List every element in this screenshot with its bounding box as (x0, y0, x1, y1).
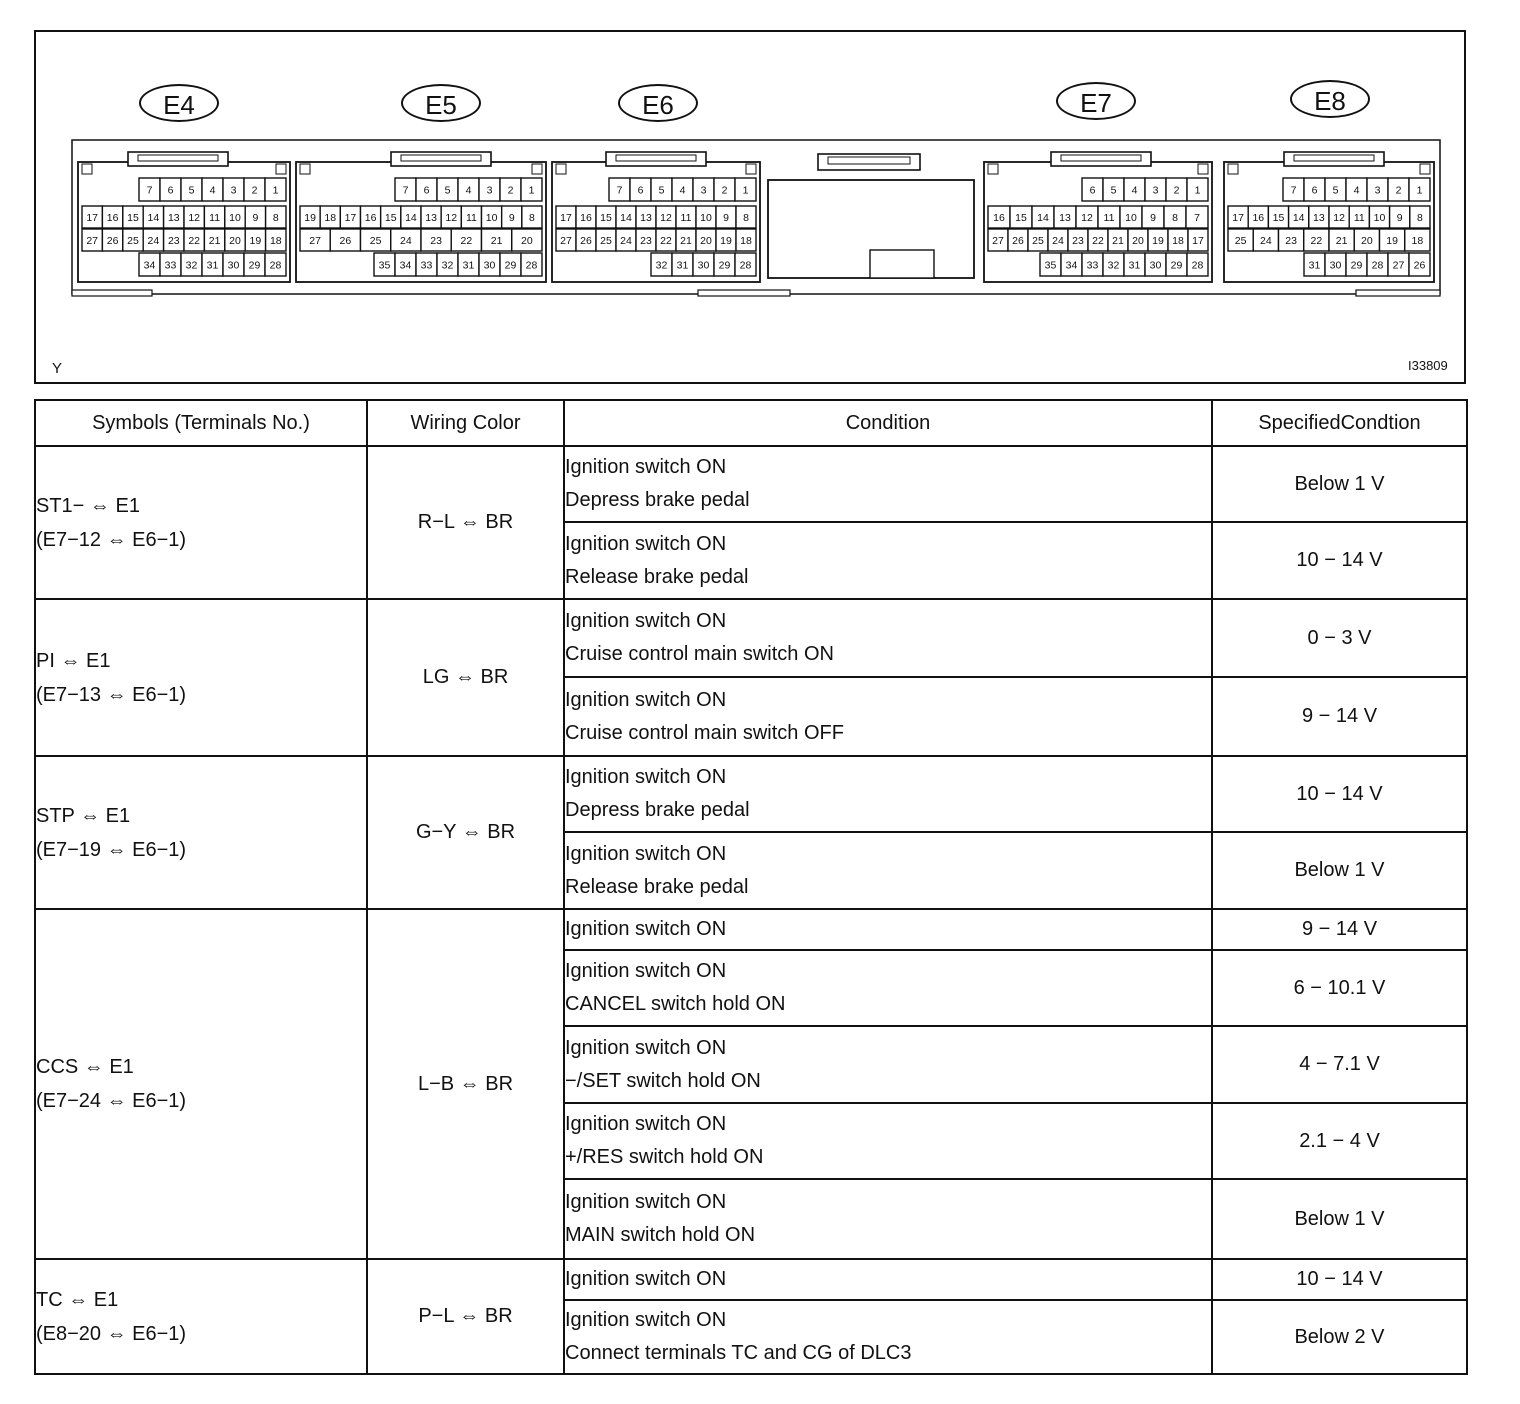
terminal-text: (E7−12 ⇔ E6−1) (36, 528, 187, 551)
pin-number: 1 (742, 184, 749, 197)
spec-cell: Below 2 V (1212, 1300, 1467, 1374)
pin-number: 29 (504, 259, 517, 272)
condition-cell (564, 599, 1212, 677)
wiring-color-cell: LG ⇔ BR (367, 599, 564, 756)
pin-number: 23 (1072, 235, 1084, 247)
condition-line: MAIN switch hold ON (565, 1224, 756, 1246)
pin-number: 29 (248, 259, 261, 272)
condition-line: Ignition switch ON (565, 766, 727, 788)
spec-cell: 10 − 14 V (1212, 756, 1467, 832)
pin-number: 7 (1290, 184, 1297, 197)
pin-number: 31 (462, 259, 475, 272)
pin-number: 13 (1059, 212, 1071, 224)
symbol-cell (35, 599, 367, 756)
pin-number: 13 (167, 212, 180, 224)
pin-number: 11 (680, 212, 692, 224)
condition-cell (564, 950, 1212, 1026)
pin-number: 24 (147, 235, 160, 247)
pin-number: 5 (1332, 184, 1339, 197)
symbol-text: STP ⇔ E1 (36, 804, 131, 827)
pin-number: 5 (658, 184, 665, 197)
pin-number: 30 (1329, 259, 1342, 272)
connector-label-e5: E5 (401, 84, 481, 122)
pin-number: 32 (441, 259, 454, 272)
pin-number: 25 (1234, 235, 1247, 247)
symbol-cell (35, 756, 367, 909)
pin-number: 24 (1052, 235, 1064, 247)
pin-number: 3 (700, 184, 707, 197)
pin-number: 5 (444, 184, 451, 197)
pin-number: 7 (616, 184, 623, 197)
table-row (35, 599, 1467, 677)
connector-latch (391, 152, 491, 166)
pin-number: 32 (185, 259, 198, 272)
symbol-cell (35, 446, 367, 599)
illustration-number: I33809 (1408, 358, 1448, 373)
condition-cell (564, 446, 1212, 522)
pin-number: 16 (580, 212, 592, 224)
pin-number: 1 (1416, 184, 1423, 197)
condition-line: Ignition switch ON (565, 456, 727, 478)
condition-line: Ignition switch ON (565, 918, 727, 940)
terminal-text: (E7−13 ⇔ E6−1) (36, 683, 187, 706)
specification-table (34, 399, 1468, 1375)
pin-number: 1 (1194, 184, 1201, 197)
pin-number: 31 (1128, 259, 1141, 272)
pin-number: 8 (743, 212, 749, 224)
condition-line: −/SET switch hold ON (565, 1069, 761, 1092)
pin-number: 11 (1103, 212, 1115, 224)
pin-number: 30 (1149, 259, 1162, 272)
pin-number: 8 (1416, 212, 1423, 224)
condition-cell (564, 832, 1212, 909)
pin-number: 6 (423, 184, 430, 197)
pin-number: 19 (1386, 235, 1398, 247)
pin-number: 16 (993, 212, 1005, 224)
pin-number: 28 (1371, 259, 1384, 272)
pin-number: 28 (269, 259, 282, 272)
pin-number: 26 (339, 235, 352, 247)
pin-number: 27 (86, 235, 99, 247)
pin-number: 4 (209, 184, 216, 197)
pin-number: 17 (1232, 212, 1244, 224)
connector-drawing (36, 32, 1464, 382)
pin-number: 11 (1353, 212, 1365, 224)
pin-number: 22 (1310, 235, 1323, 247)
pin-number: 33 (164, 259, 177, 272)
pin-number: 11 (209, 212, 221, 224)
connector-label-e4: E4 (139, 84, 219, 122)
condition-cell (564, 1103, 1212, 1179)
pin-number: 14 (1292, 212, 1305, 224)
pin-number: 30 (483, 259, 496, 272)
pin-number: 30 (697, 259, 710, 272)
symbol-text: TC ⇔ E1 (36, 1288, 119, 1311)
pin-number: 2 (1395, 184, 1402, 197)
pin-number: 21 (1335, 235, 1348, 247)
pin-number: 17 (86, 212, 99, 224)
pin-number: 14 (620, 212, 632, 224)
pin-number: 33 (1086, 259, 1099, 272)
connector-label-e7: E7 (1056, 82, 1136, 120)
pin-number: 21 (1112, 235, 1124, 247)
condition-line: Cruise control main switch ON (565, 643, 834, 665)
spec-cell: 4 − 7.1 V (1212, 1026, 1467, 1103)
condition-line: Ignition switch ON (565, 688, 727, 711)
pin-number: 9 (252, 212, 259, 224)
pin-number: 4 (679, 184, 686, 197)
pin-number: 29 (718, 259, 731, 272)
pin-number: 27 (1392, 259, 1405, 272)
wiring-color-cell: P−L ⇔ BR (367, 1259, 564, 1374)
symbol-text: CCS ⇔ E1 (36, 1056, 134, 1078)
pin-number: 16 (106, 212, 119, 224)
pin-number: 21 (490, 235, 503, 247)
pin-number: 18 (324, 212, 337, 224)
wiring-color-cell: R−L ⇔ BR (367, 446, 564, 599)
pin-number: 5 (1110, 184, 1117, 197)
condition-line: Release brake pedal (565, 875, 749, 898)
pin-number: 7 (1194, 212, 1200, 224)
spec-cell: 0 − 3 V (1212, 599, 1467, 677)
condition-line: Ignition switch ON (565, 1268, 727, 1290)
terminal-text: (E7−19 ⇔ E6−1) (36, 838, 187, 861)
pin-number: 26 (580, 235, 592, 247)
pin-number: 17 (1192, 235, 1204, 247)
symbol-cell (35, 909, 367, 1259)
pin-number: 10 (1373, 212, 1386, 224)
pin-number: 4 (1131, 184, 1138, 197)
pin-number: 32 (1107, 259, 1120, 272)
pin-number: 24 (1260, 235, 1272, 247)
pin-number: 14 (147, 212, 160, 224)
spec-cell: 10 − 14 V (1212, 522, 1467, 599)
pin-number: 31 (1308, 259, 1321, 272)
spec-cell: 2.1 − 4 V (1212, 1103, 1467, 1179)
connector-latch (818, 154, 920, 170)
pin-number: 24 (400, 235, 412, 247)
pin-number: 10 (1125, 212, 1137, 224)
header-condition: Condition (564, 400, 1212, 446)
pin-number: 23 (167, 235, 180, 247)
pin-number: 10 (700, 212, 712, 224)
pin-number: 22 (188, 235, 201, 247)
pin-number: 18 (740, 235, 752, 247)
condition-line: Ignition switch ON (565, 1113, 727, 1135)
pin-number: 3 (486, 184, 493, 197)
pin-number: 6 (1311, 184, 1318, 197)
condition-cell (564, 1300, 1212, 1374)
pin-number: 23 (430, 235, 442, 247)
pin-number: 20 (700, 235, 712, 247)
pin-number: 2 (507, 184, 514, 197)
pin-number: 2 (1173, 184, 1180, 197)
condition-line: Depress brake pedal (565, 489, 750, 511)
condition-line: Ignition switch ON (565, 1036, 727, 1059)
pin-number: 2 (721, 184, 728, 197)
pin-number: 11 (465, 212, 477, 224)
pin-number: 19 (249, 235, 262, 247)
condition-line: Ignition switch ON (565, 1191, 727, 1213)
condition-line: Ignition switch ON (565, 842, 727, 865)
table-row (35, 909, 1467, 950)
pin-number: 22 (660, 235, 672, 247)
pin-number: 15 (384, 212, 397, 224)
pin-number: 18 (1411, 235, 1424, 247)
pin-number: 10 (485, 212, 498, 224)
pin-number: 13 (1313, 212, 1325, 224)
pin-number: 32 (655, 259, 668, 272)
pin-number: 21 (208, 235, 221, 247)
corner-code-left: Y (52, 360, 63, 377)
pin-number: 24 (620, 235, 632, 247)
symbol-cell (35, 1259, 367, 1374)
pin-number: 27 (560, 235, 572, 247)
spec-cell: 9 − 14 V (1212, 909, 1467, 950)
pin-number: 27 (992, 235, 1004, 247)
pin-number: 8 (1172, 212, 1178, 224)
pin-number: 20 (1361, 235, 1373, 247)
pin-number: 19 (304, 212, 316, 224)
terminal-text: (E7−24 ⇔ E6−1) (36, 1090, 187, 1112)
pin-number: 23 (1285, 235, 1297, 247)
pin-number: 19 (720, 235, 732, 247)
condition-cell (564, 1179, 1212, 1259)
condition-cell (564, 909, 1212, 950)
housing-tab (72, 290, 152, 296)
pin-number: 3 (1374, 184, 1381, 197)
pin-number: 25 (369, 235, 382, 247)
condition-line: Ignition switch ON (565, 1309, 727, 1331)
header-specified-condition: SpecifiedCondtion (1212, 400, 1467, 446)
condition-line: Release brake pedal (565, 565, 749, 588)
pin-number: 25 (127, 235, 139, 247)
symbol-text: PI ⇔ E1 (36, 649, 111, 672)
table-header-row (35, 400, 1467, 446)
pin-number: 4 (465, 184, 472, 197)
condition-line: Ignition switch ON (565, 610, 727, 632)
pin-number: 14 (405, 212, 417, 224)
pin-number: 20 (521, 235, 533, 247)
pin-number: 6 (167, 184, 174, 197)
header-wiring-color: Wiring Color (367, 400, 564, 446)
pin-number: 28 (525, 259, 538, 272)
wiring-color-cell: G−Y ⇔ BR (367, 756, 564, 909)
pin-number: 15 (1015, 212, 1027, 224)
pin-number: 17 (560, 212, 572, 224)
housing-tab (698, 290, 790, 296)
wiring-color-cell: L−B ⇔ BR (367, 909, 564, 1259)
condition-cell (564, 1026, 1212, 1103)
spec-cell: Below 1 V (1212, 1179, 1467, 1259)
pin-number: 9 (1150, 212, 1156, 224)
header-symbols: Symbols (Terminals No.) (35, 400, 367, 446)
pin-number: 29 (1350, 259, 1363, 272)
spec-cell: 6 − 10.1 V (1212, 950, 1467, 1026)
pin-number: 17 (344, 212, 357, 224)
symbol-text: ST1− ⇔ E1 (36, 494, 140, 517)
pin-number: 3 (230, 184, 237, 197)
housing-notch (870, 250, 934, 278)
pin-number: 14 (1037, 212, 1049, 224)
condition-line: +/RES switch hold ON (565, 1146, 764, 1168)
condition-line: Ignition switch ON (565, 532, 727, 555)
pin-number: 23 (640, 235, 652, 247)
condition-cell (564, 1259, 1212, 1300)
pin-number: 31 (676, 259, 689, 272)
pin-number: 19 (1152, 235, 1164, 247)
pin-number: 20 (1132, 235, 1144, 247)
spec-cell: Below 1 V (1212, 832, 1467, 909)
table-row (35, 756, 1467, 832)
pin-number: 34 (399, 259, 412, 272)
pin-number: 12 (445, 212, 458, 224)
pin-number: 31 (206, 259, 219, 272)
pin-number: 8 (272, 212, 279, 224)
pin-number: 34 (1065, 259, 1078, 272)
pin-number: 10 (229, 212, 241, 224)
connector-label-e6: E6 (618, 84, 698, 122)
spec-cell: Below 1 V (1212, 446, 1467, 522)
pin-number: 1 (272, 184, 279, 197)
table-row (35, 446, 1467, 522)
pin-number: 26 (106, 235, 119, 247)
condition-cell (564, 522, 1212, 599)
pin-number: 15 (600, 212, 612, 224)
pin-number: 30 (227, 259, 240, 272)
pin-number: 9 (723, 212, 729, 224)
pin-number: 8 (528, 212, 535, 224)
pin-number: 7 (402, 184, 409, 197)
connector-label-e8: E8 (1290, 80, 1370, 118)
pin-number: 15 (1272, 212, 1285, 224)
pin-number: 16 (1252, 212, 1265, 224)
condition-cell (564, 756, 1212, 832)
pin-number: 15 (127, 212, 139, 224)
pin-number: 18 (269, 235, 282, 247)
condition-line: Cruise control main switch OFF (565, 721, 844, 744)
pin-number: 5 (188, 184, 195, 197)
pin-number: 20 (229, 235, 241, 247)
table-row (35, 1259, 1467, 1300)
pin-number: 12 (1333, 212, 1345, 224)
pin-number: 22 (1092, 235, 1104, 247)
pin-number: 6 (1089, 184, 1096, 197)
pin-number: 25 (600, 235, 612, 247)
connector-latch (1284, 152, 1384, 166)
housing-tab (1356, 290, 1440, 296)
pin-number: 28 (739, 259, 752, 272)
pin-number: 3 (1152, 184, 1159, 197)
pin-number: 7 (146, 184, 153, 197)
pin-number: 12 (188, 212, 201, 224)
pin-number: 26 (1413, 259, 1426, 272)
connector-latch (606, 152, 706, 166)
connector-diagram (34, 30, 1466, 384)
pin-number: 26 (1012, 235, 1024, 247)
pin-number: 12 (1081, 212, 1093, 224)
spec-cell: 9 − 14 V (1212, 677, 1467, 756)
condition-line: Depress brake pedal (565, 799, 750, 821)
pin-number: 34 (143, 259, 156, 272)
pin-number: 6 (637, 184, 644, 197)
condition-line: Connect terminals TC and CG of DLC3 (565, 1342, 912, 1364)
condition-line: CANCEL switch hold ON (565, 993, 786, 1015)
pin-number: 27 (309, 235, 321, 247)
terminal-text: (E8−20 ⇔ E6−1) (36, 1322, 187, 1345)
pin-number: 2 (251, 184, 258, 197)
pin-number: 12 (660, 212, 672, 224)
pin-number: 13 (425, 212, 437, 224)
pin-number: 18 (1172, 235, 1184, 247)
pin-number: 16 (364, 212, 377, 224)
pin-number: 35 (378, 259, 391, 272)
pin-number: 1 (528, 184, 535, 197)
pin-number: 21 (680, 235, 692, 247)
pin-number: 28 (1191, 259, 1204, 272)
pin-number: 35 (1044, 259, 1057, 272)
spec-cell: 10 − 14 V (1212, 1259, 1467, 1300)
connector-latch (128, 152, 228, 166)
pin-number: 9 (1396, 212, 1403, 224)
pin-number: 4 (1353, 184, 1360, 197)
pin-number: 22 (460, 235, 473, 247)
pin-number: 29 (1170, 259, 1183, 272)
pin-number: 9 (508, 212, 515, 224)
pin-number: 13 (640, 212, 652, 224)
pin-number: 25 (1032, 235, 1044, 247)
condition-line: Ignition switch ON (565, 960, 727, 982)
pin-number: 33 (420, 259, 433, 272)
condition-cell (564, 677, 1212, 756)
connector-latch (1051, 152, 1151, 166)
